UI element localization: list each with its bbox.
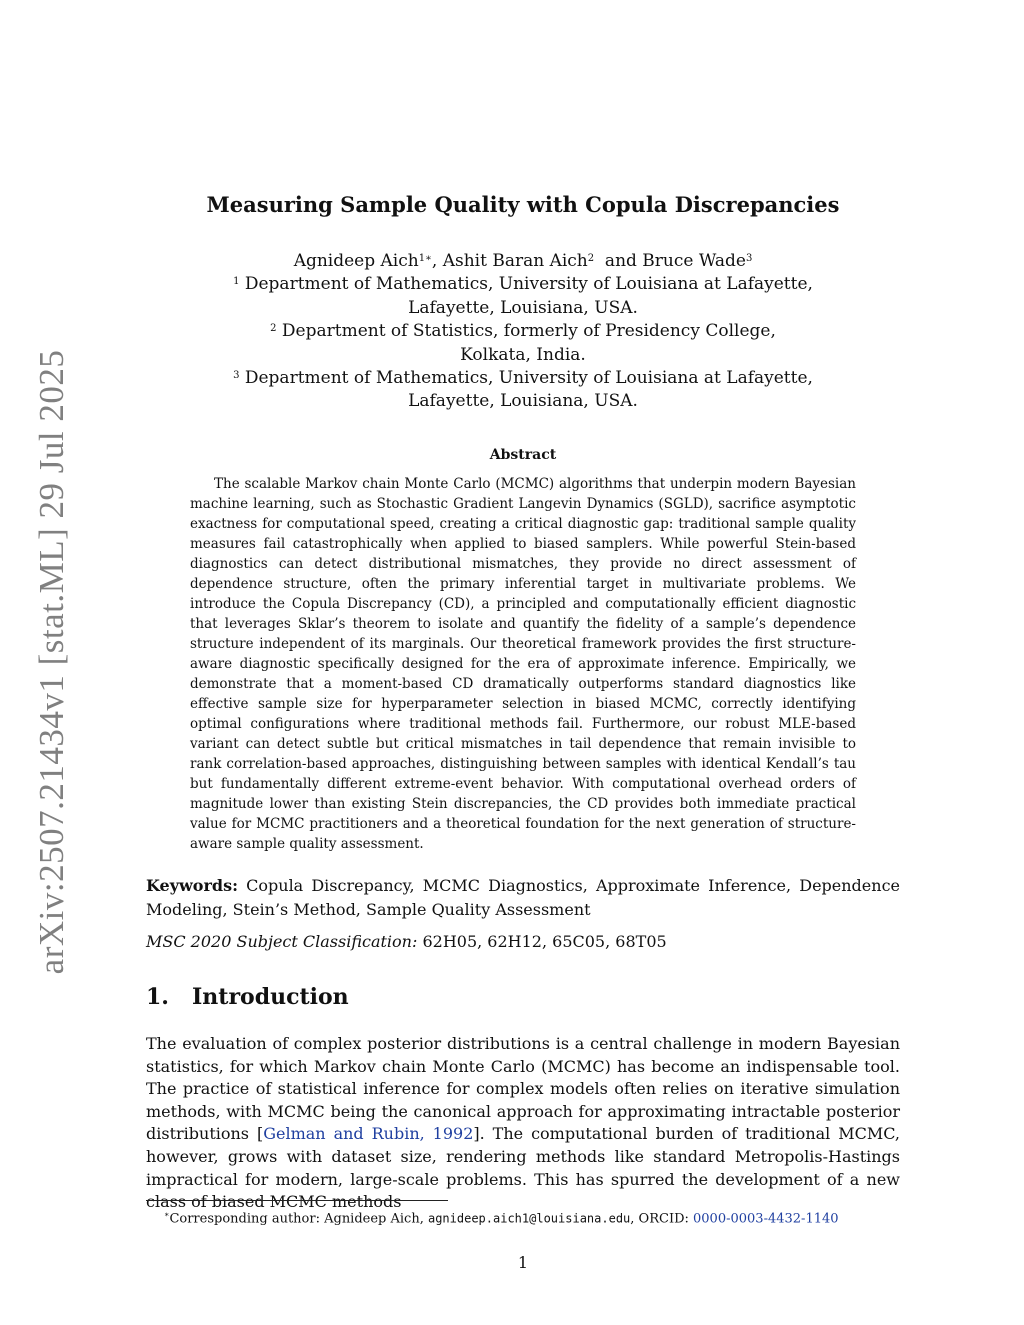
affiliation-location: Lafayette, Louisiana, USA. xyxy=(408,297,638,318)
msc-codes: 62H05, 62H12, 65C05, 68T05 xyxy=(417,932,667,951)
affiliation-location: Lafayette, Louisiana, USA. xyxy=(408,391,638,412)
paper-title: Measuring Sample Quality with Copula Discrepancies xyxy=(206,192,840,217)
author-line xyxy=(146,250,900,273)
affiliation-marker: 1 xyxy=(233,276,240,288)
footnote xyxy=(146,1206,900,1227)
footnote-marker: ∗ xyxy=(164,1210,170,1219)
affiliation xyxy=(146,273,900,320)
affiliation-location: Kolkata, India. xyxy=(460,344,586,365)
author-name: Agnideep Aich xyxy=(293,251,419,271)
footnote-divider xyxy=(146,1200,448,1201)
intro-text: The evaluation of complex posterior distributions is a central challenge in modern Bayesian statistics, for which Markov chain Monte Carlo (MCMC) has become an indispensable tool. The practice of statistical inference for complex models often relies on iterative simulation methods, with MCMC being the canonical approach for approximating intractable posterior distributions [ xyxy=(146,1034,900,1144)
keywords-text: Copula Discrepancy, MCMC Diagnostics, Approximate Inference, Dependence Modeling, Stein’s Method, Sample Quality Assessment xyxy=(146,876,900,919)
page-number: 1 xyxy=(517,1253,529,1272)
msc-label: MSC 2020 Subject Classification: xyxy=(146,932,418,951)
affiliation-text: Department of Mathematics, University of Louisiana at Lafayette, xyxy=(239,368,813,389)
author-name: and Bruce Wade xyxy=(599,251,746,271)
affiliation-marker: 3 xyxy=(233,370,240,382)
intro-text: ]. The computational burden of traditional MCMC, however, grows with dataset size, rendering methods like standard Metropolis-Hastings impractical for modern, large-scale problems. This has spurred the development of a new class of biased MCMC methods xyxy=(146,1124,900,1212)
abstract-heading: Abstract xyxy=(489,447,557,463)
email-address[interactable]: agnideep.aich1@louisiana.edu xyxy=(427,1211,631,1226)
section-title: Introduction xyxy=(192,984,349,1010)
section-heading xyxy=(146,984,349,1010)
keywords xyxy=(146,874,900,921)
citation-link[interactable]: Gelman and Rubin, 1992 xyxy=(263,1124,474,1144)
intro-paragraph xyxy=(146,1033,900,1214)
author-block xyxy=(146,250,900,414)
author-affiliation-marker: 3 xyxy=(745,253,753,264)
arxiv-identifier-stamp: arXiv:2507.21434v1 [stat.ML] 29 Jul 2025 xyxy=(32,349,71,975)
orcid-link[interactable]: 0000-0003-4432-1140 xyxy=(693,1211,839,1227)
section-number: 1. xyxy=(146,984,169,1010)
affiliation xyxy=(146,320,900,367)
author-affiliation-marker: 1∗ xyxy=(418,253,432,264)
footnote-text: Corresponding author: Agnideep Aich, xyxy=(169,1211,428,1227)
author-name: , Ashit Baran Aich xyxy=(431,251,588,271)
msc-classification xyxy=(146,932,900,951)
abstract-text: The scalable Markov chain Monte Carlo (MCMC) algorithms that underpin modern Bayesian machine learning, such as Stochastic Gradient Langevin Dynamics (SGLD), sacrifice asymptotic exactness for computational speed, creating a critical diagnostic gap: traditional sample quality measures fail catastrophically when applied to biased samplers. While powerful Stein-based diagnostics can detect distributional mismatches, they provide no direct assessment of dependence structure, often the primary inferential target in multivariate problems. We introduce the Copula Discrepancy (CD), a principled and computationally efficient diagnostic that leverages Sklar’s theorem to isolate and quantify the fidelity of a sample’s dependence structure independent of its marginals. Our theoretical framework provides the first structure-aware diagnostic specifically designed for the era of approximate inference. Empirically, we demonstrate that a moment-based CD dramatically outperforms standard diagnostics like effective sample size for hyperparameter selection in biased MCMC, correctly identifying optimal configurations where traditional methods fail. Furthermore, our robust MLE-based variant can detect subtle but critical mismatches in tail dependence that remain invisible to rank correlation-based approaches, distinguishing between samples with identical Kendall’s tau but fundamentally different extreme-event behavior. With computational overhead orders of magnitude lower than existing Stein discrepancies, the CD provides both immediate practical value for MCMC practitioners and a theoretical foundation for the next generation of structure-aware sample quality assessment. xyxy=(190,476,856,852)
affiliation-marker: 2 xyxy=(270,323,277,335)
affiliation xyxy=(146,367,900,414)
keywords-label: Keywords: xyxy=(146,876,239,895)
footnote-text: , ORCID: xyxy=(630,1211,694,1227)
affiliation-text: Department of Statistics, formerly of Presidency College, xyxy=(276,321,776,342)
affiliation-text: Department of Mathematics, University of Louisiana at Lafayette, xyxy=(239,274,813,295)
author-affiliation-marker: 2 xyxy=(587,253,595,264)
